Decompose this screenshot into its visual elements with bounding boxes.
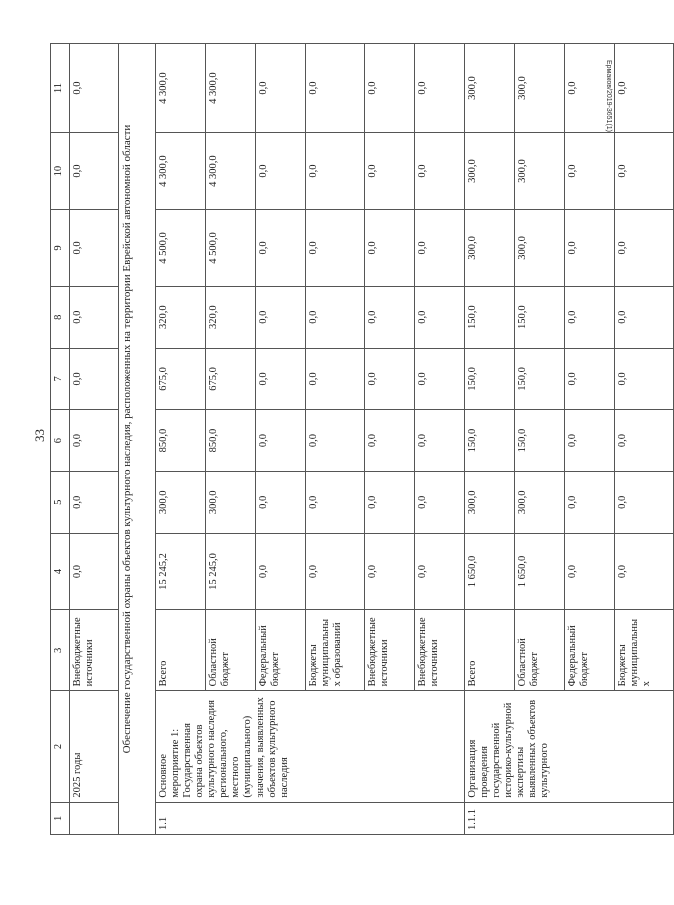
value-cell: 0,0 — [256, 286, 306, 348]
source-cell: Федеральный бюджет — [565, 610, 615, 691]
value-cell: 0,0 — [565, 210, 615, 287]
value-cell: 0,0 — [565, 533, 615, 610]
source-cell: Областной бюджет — [206, 610, 256, 691]
item-code: 1.1 — [156, 802, 465, 834]
value-cell: 0,0 — [415, 210, 465, 287]
value-cell: 0,0 — [70, 133, 119, 210]
value-cell: 0,0 — [70, 533, 119, 610]
value-cell: 0,0 — [415, 533, 465, 610]
value-cell: 0,0 — [615, 44, 674, 133]
column-number: 6 — [51, 410, 70, 472]
value-cell: 0,0 — [365, 286, 415, 348]
side-stamp: Ермаков/2019-3651(1) — [605, 60, 612, 132]
source-cell: Всего — [465, 610, 515, 691]
value-cell: 4 300,0 — [156, 133, 206, 210]
column-number: 2 — [51, 691, 70, 802]
value-cell: 4 500,0 — [206, 210, 256, 287]
value-cell: 0,0 — [306, 533, 365, 610]
table-row — [465, 44, 515, 835]
value-cell: 0,0 — [70, 348, 119, 410]
value-cell: 0,0 — [256, 533, 306, 610]
value-cell: 300,0 — [156, 471, 206, 533]
value-cell: 0,0 — [306, 471, 365, 533]
value-cell: 0,0 — [415, 44, 465, 133]
value-cell: 150,0 — [465, 348, 515, 410]
value-cell: 0,0 — [256, 210, 306, 287]
value-cell: 300,0 — [515, 44, 565, 133]
value-cell: 0,0 — [306, 286, 365, 348]
column-number: 9 — [51, 210, 70, 287]
value-cell: 0,0 — [565, 133, 615, 210]
item-name: Основное мероприятие 1: Государственная охрана объектов культурного наследия регионального, местного (муниципального) значения, выявленных объектов культурного наследия — [156, 691, 465, 802]
value-cell: 0,0 — [365, 133, 415, 210]
value-cell: 675,0 — [206, 348, 256, 410]
value-cell: 150,0 — [515, 286, 565, 348]
value-cell: 4 300,0 — [156, 44, 206, 133]
funding-table — [50, 43, 674, 835]
value-cell: 0,0 — [415, 133, 465, 210]
value-cell: 0,0 — [365, 410, 415, 472]
value-cell: 0,0 — [565, 410, 615, 472]
value-cell: 4 500,0 — [156, 210, 206, 287]
value-cell: 0,0 — [256, 471, 306, 533]
value-cell: 150,0 — [515, 410, 565, 472]
value-cell: 0,0 — [615, 210, 674, 287]
value-cell: 0,0 — [70, 471, 119, 533]
item-name: Организация проведения государственной историко-культурной экспертизы выявленных объектов культурного — [465, 691, 674, 802]
value-cell: 0,0 — [565, 44, 615, 133]
value-cell: 850,0 — [156, 410, 206, 472]
source-cell: Бюджеты муниципальных — [615, 610, 674, 691]
column-number: 5 — [51, 471, 70, 533]
value-cell: 300,0 — [206, 471, 256, 533]
source-cell: Всего — [156, 610, 206, 691]
value-cell: 150,0 — [465, 410, 515, 472]
value-cell: 0,0 — [365, 210, 415, 287]
source-cell: Внебюджетные источники — [415, 610, 465, 691]
column-number: 11 — [51, 44, 70, 133]
value-cell: 0,0 — [256, 133, 306, 210]
value-cell: 0,0 — [70, 286, 119, 348]
source-cell: Внебюджетные источники — [70, 610, 119, 691]
value-cell: 0,0 — [365, 471, 415, 533]
value-cell: 15 245,0 — [206, 533, 256, 610]
column-number-row — [51, 44, 70, 835]
value-cell: 0,0 — [256, 348, 306, 410]
value-cell: 0,0 — [615, 471, 674, 533]
source-cell: Федеральный бюджет — [256, 610, 306, 691]
value-cell: 0,0 — [256, 44, 306, 133]
column-number: 1 — [51, 802, 70, 834]
value-cell: 0,0 — [615, 286, 674, 348]
value-cell: 0,0 — [615, 133, 674, 210]
source-cell: Областной бюджет — [515, 610, 565, 691]
value-cell: 0,0 — [365, 44, 415, 133]
value-cell: 300,0 — [515, 133, 565, 210]
column-number: 10 — [51, 133, 70, 210]
value-cell: 150,0 — [465, 286, 515, 348]
value-cell: 4 300,0 — [206, 44, 256, 133]
value-cell: 0,0 — [306, 410, 365, 472]
section-heading: Обеспечение государственной охраны объектов культурного наследия, расположенных на территории Еврейской автономной области — [119, 44, 156, 835]
rotated-table-container — [50, 43, 653, 835]
value-cell: 0,0 — [70, 210, 119, 287]
value-cell: 1 650,0 — [465, 533, 515, 610]
value-cell: 0,0 — [306, 44, 365, 133]
value-cell: 850,0 — [206, 410, 256, 472]
section-heading-row — [119, 44, 156, 835]
value-cell: 300,0 — [465, 44, 515, 133]
value-cell: 0,0 — [615, 533, 674, 610]
value-cell: 320,0 — [206, 286, 256, 348]
value-cell: 0,0 — [306, 210, 365, 287]
value-cell: 300,0 — [515, 471, 565, 533]
value-cell: 0,0 — [415, 286, 465, 348]
value-cell: 0,0 — [415, 471, 465, 533]
value-cell: 0,0 — [365, 348, 415, 410]
value-cell: 15 245,2 — [156, 533, 206, 610]
table-body — [51, 44, 674, 835]
value-cell: 1 650,0 — [515, 533, 565, 610]
value-cell: 0,0 — [256, 410, 306, 472]
source-cell: Бюджеты муниципальных образований — [306, 610, 365, 691]
value-cell: 300,0 — [465, 210, 515, 287]
value-cell: 0,0 — [70, 410, 119, 472]
page-number: 33 — [32, 429, 47, 442]
source-cell: Внебюджетные источники — [365, 610, 415, 691]
value-cell: 0,0 — [306, 348, 365, 410]
value-cell: 0,0 — [565, 286, 615, 348]
value-cell: 0,0 — [615, 410, 674, 472]
column-number: 3 — [51, 610, 70, 691]
empty-cell — [70, 802, 119, 834]
value-cell: 320,0 — [156, 286, 206, 348]
value-cell: 0,0 — [565, 348, 615, 410]
value-cell: 0,0 — [565, 471, 615, 533]
value-cell: 0,0 — [615, 348, 674, 410]
value-cell: 150,0 — [515, 348, 565, 410]
value-cell: 675,0 — [156, 348, 206, 410]
year-cell: 2025 годы — [70, 691, 119, 802]
value-cell: 300,0 — [465, 133, 515, 210]
value-cell: 0,0 — [415, 348, 465, 410]
value-cell: 0,0 — [365, 533, 415, 610]
column-number: 7 — [51, 348, 70, 410]
value-cell: 300,0 — [465, 471, 515, 533]
value-cell: 300,0 — [515, 210, 565, 287]
column-number: 8 — [51, 286, 70, 348]
table-row — [156, 44, 206, 835]
table-row — [70, 44, 119, 835]
item-code: 1.1.1 — [465, 802, 674, 834]
value-cell: 4 300,0 — [206, 133, 256, 210]
value-cell: 0,0 — [306, 133, 365, 210]
value-cell: 0,0 — [70, 44, 119, 133]
value-cell: 0,0 — [415, 410, 465, 472]
column-number: 4 — [51, 533, 70, 610]
